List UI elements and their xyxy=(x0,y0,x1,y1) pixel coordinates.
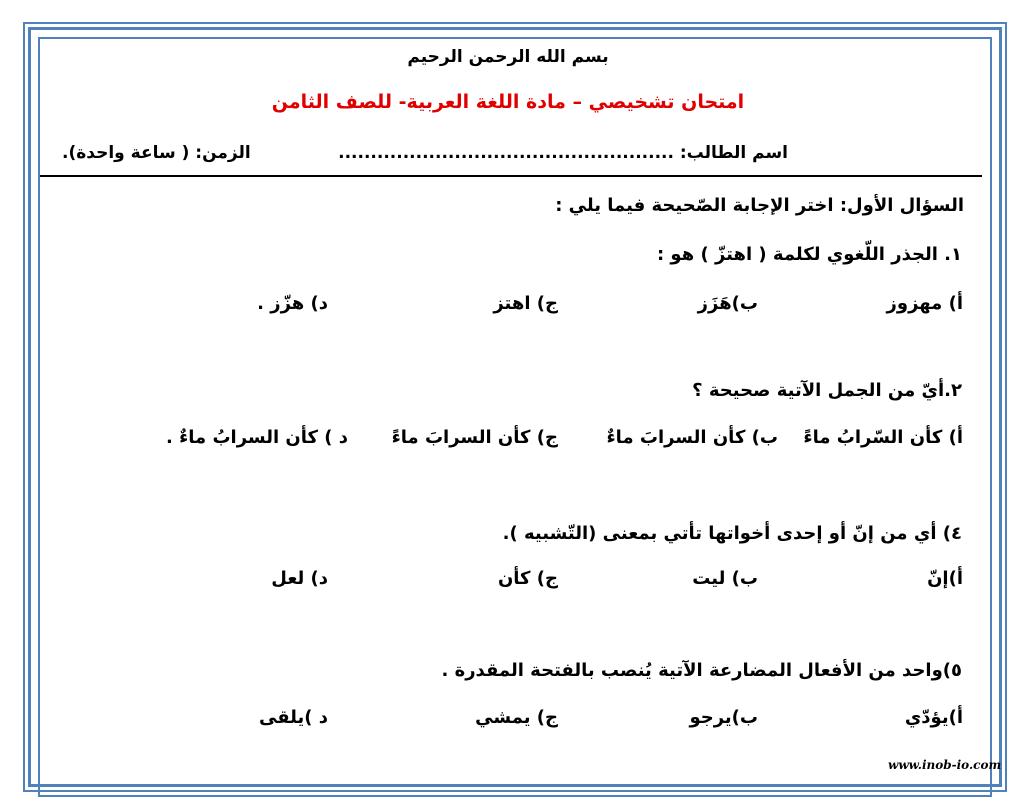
exam-duration: الزمن: ( ساعة واحدة). xyxy=(62,143,251,163)
basmala: بسم الله الرحمن الرحيم xyxy=(407,47,609,67)
q1-option-a: أ) مهزوز xyxy=(886,293,963,314)
q2-option-c: ج) كأن السرابَ ماءً xyxy=(391,427,558,448)
student-name-field: اسم الطالب: .................................................... xyxy=(338,143,788,163)
q1-option-c: ج) اهتز xyxy=(493,293,558,314)
q5-option-b: ب)يرجو xyxy=(689,707,758,728)
q2-option-a: أ) كأن السّرابُ ماءً xyxy=(803,427,963,448)
q4-option-c: ج) كأن xyxy=(497,568,558,589)
q4-option-a: أ)إنّ xyxy=(927,568,963,589)
question-2: ٢.أيّ من الجمل الآتية صحيحة ؟ xyxy=(692,380,962,401)
q4-option-d: د) لعل xyxy=(271,568,328,589)
q4-option-b: ب) ليت xyxy=(692,568,758,589)
q5-option-d: د )يلقى xyxy=(258,707,328,728)
q1-option-b: ب)هَزَز xyxy=(697,293,758,314)
q2-option-b: ب) كأن السرابَ ماءٌ xyxy=(606,427,778,448)
q5-option-a: أ)يؤدّي xyxy=(904,707,963,728)
q5-option-c: ج) يمشي xyxy=(475,707,558,728)
question-1: ١. الجذر اللّغوي لكلمة ( اهتزّ ) هو : xyxy=(656,244,962,265)
exam-title: امتحان تشخيصي – مادة اللغة العربية- للصف الثامن xyxy=(271,91,745,113)
watermark: www.inob-io.com xyxy=(888,758,1002,772)
q2-option-d: د ) كأن السرابُ ماءٌ . xyxy=(165,427,348,448)
section-title: السؤال الأول: اختر الإجابة الصّحيحة فيما يلي : xyxy=(555,195,964,216)
q1-option-d: د) هزّز . xyxy=(257,293,328,314)
question-4: ٤) أي من إنّ أو إحدى أخواتها تأتي بمعنى (التّشبيه ). xyxy=(502,523,962,544)
header-divider xyxy=(40,175,982,177)
question-5: ٥)واحد من الأفعال المضارعة الآتية يُنصب بالفتحة المقدرة . xyxy=(441,660,962,681)
